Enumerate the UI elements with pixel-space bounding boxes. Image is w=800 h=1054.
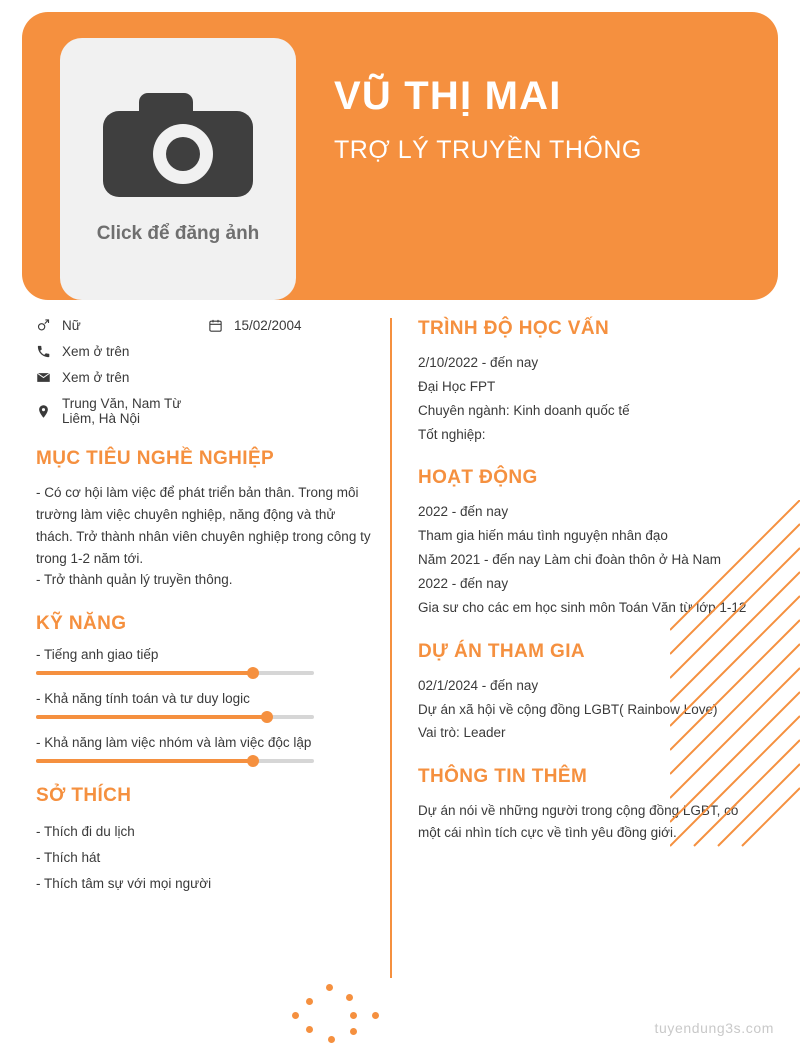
contact-grid	[36, 318, 372, 426]
header-banner	[22, 12, 778, 300]
skill-knob[interactable]	[247, 755, 259, 767]
gender-icon	[36, 318, 58, 333]
skill-knob[interactable]	[247, 667, 259, 679]
hobby-item: - Thích đi du lịch	[36, 824, 135, 840]
section-title-hobbies: SỞ THÍCH	[36, 785, 132, 807]
skill-item	[36, 735, 372, 763]
left-column	[36, 318, 372, 896]
watermark: tuyendung3s.com	[654, 1020, 774, 1036]
objective-text: - Có cơ hội làm việc để phát triển bản thân. Trong môi trường làm việc chuyên nghiệp, năng động và thử thách. Trở thành nhân viên chuyên nghiệp trong công ty trong 1-2 năm tới.	[36, 485, 371, 566]
contact-birthday-value: 15/02/2004	[234, 318, 302, 333]
skill-label: - Khả năng làm việc nhóm và làm việc độc lập	[36, 735, 312, 751]
contact-email-value: Xem ở trên	[62, 370, 130, 385]
section-title-more-info: THÔNG TIN THÊM	[418, 766, 588, 788]
activity-line: 2022 - đến nay	[418, 576, 509, 592]
section-title-activities: HOẠT ĐỘNG	[418, 467, 538, 489]
project-line: Dự án xã hội về cộng đồng LGBT( Rainbow Love)	[418, 701, 718, 717]
education-line: 2/10/2022 - đến nay	[418, 355, 539, 370]
education-line: Chuyên ngành: Kinh doanh quốc tế	[418, 402, 630, 418]
project-line: Vai trò: Leader	[418, 725, 506, 741]
envelope-icon	[36, 370, 58, 385]
calendar-icon	[208, 318, 230, 333]
contact-address-value: Trung Văn, Nam Từ Liêm, Hà Nội	[62, 396, 182, 426]
skill-item	[36, 647, 372, 675]
section-title-objective: MỤC TIÊU NGHỀ NGHIỆP	[36, 448, 275, 469]
more-info-text: Dự án nói về những người trong cộng đồng LGBT, có một cái nhìn tích cực về tình yêu đồng giới.	[418, 803, 739, 841]
photo-upload-label: Click để đăng ảnh	[96, 223, 260, 244]
activity-line: Năm 2021 - đến nay Làm chi đoàn thôn ở Hà Nam	[418, 552, 722, 568]
location-icon	[36, 404, 58, 419]
candidate-name: VŨ THỊ MAI	[334, 74, 562, 118]
skill-knob[interactable]	[261, 711, 273, 723]
hobby-item: - Thích tâm sự với mọi người	[36, 875, 212, 891]
contact-email	[36, 370, 208, 385]
activity-line: Gia sư cho các em học sinh môn Toán Văn từ lớp 1-12	[418, 599, 747, 615]
phone-icon	[36, 344, 58, 359]
contact-gender	[36, 318, 208, 333]
hobby-item: - Thích hát	[36, 849, 101, 865]
section-title-projects: DỰ ÁN THAM GIA	[418, 640, 586, 662]
candidate-role: TRỢ LÝ TRUYỀN THÔNG	[334, 136, 642, 164]
contact-address	[36, 396, 208, 426]
column-divider	[390, 318, 392, 978]
photo-upload-box[interactable]	[60, 38, 296, 300]
skill-label: - Khả năng tính toán và tư duy logic	[36, 691, 250, 707]
camera-icon	[103, 93, 253, 197]
skill-bar[interactable]	[36, 759, 314, 763]
project-line: 02/1/2024 - đến nay	[418, 677, 539, 693]
section-title-education: TRÌNH ĐỘ HỌC VẤN	[418, 318, 610, 339]
activity-line: Tham gia hiến máu tình nguyện nhân đạo	[418, 528, 668, 544]
dot-pattern-decoration	[292, 984, 402, 1046]
skill-bar[interactable]	[36, 671, 314, 675]
section-title-skills: KỸ NĂNG	[36, 613, 127, 635]
right-column	[418, 318, 758, 844]
education-line: Tốt nghiệp:	[418, 426, 486, 442]
education-line: Đại Học FPT	[418, 378, 496, 394]
objective-text-2: - Trở thành quản lý truyền thông.	[36, 572, 233, 588]
skill-item	[36, 691, 372, 719]
contact-birthday	[208, 318, 372, 333]
activity-line: 2022 - đến nay	[418, 504, 509, 520]
contact-phone	[36, 344, 208, 359]
contact-phone-value: Xem ở trên	[62, 344, 130, 359]
contact-gender-value: Nữ	[62, 318, 81, 333]
skill-label: - Tiếng anh giao tiếp	[36, 647, 159, 663]
skill-bar[interactable]	[36, 715, 314, 719]
